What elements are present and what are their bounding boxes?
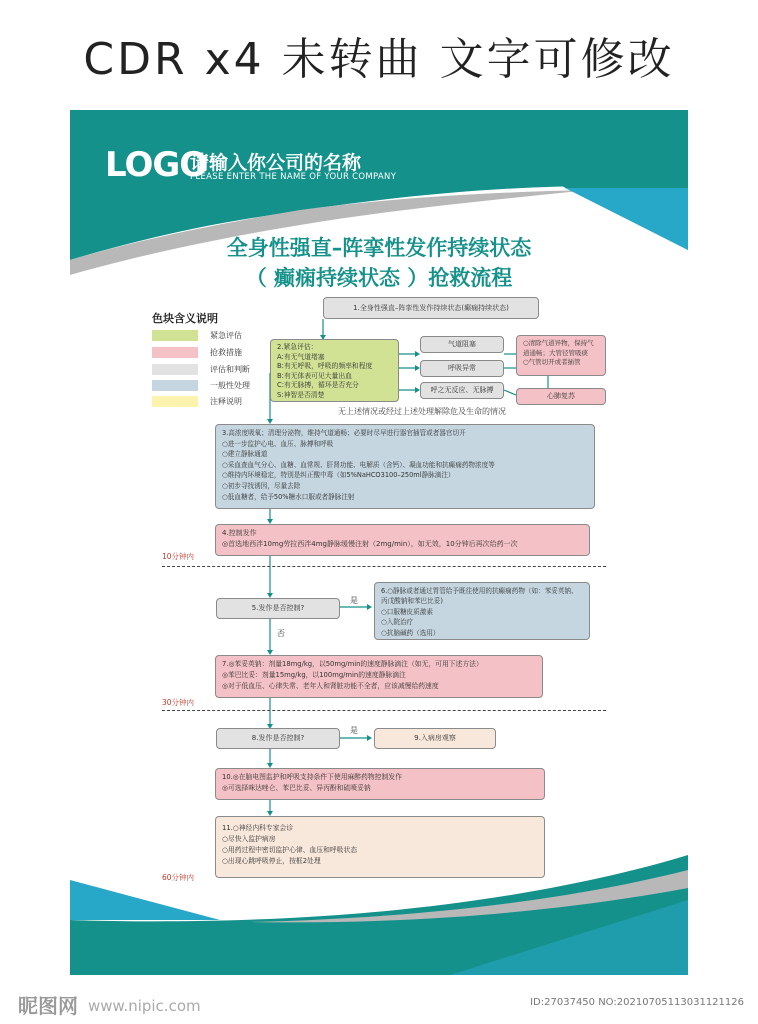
- step1-box: 1.全身性强直–阵挛性发作持续状态(癫痫持续状态): [323, 297, 539, 319]
- divider-10min: [162, 566, 606, 567]
- step11-box: 11.○神经内科专家会诊 ○尽快入监护病房 ○用药过程中密切监护心律、血压和呼吸状态 ○出现心跳呼吸停止，按框2处理: [215, 816, 545, 878]
- eval-airway-box: 气道阻塞: [420, 336, 504, 353]
- step8-box: 8.发作是否控制?: [216, 728, 340, 749]
- step10-box: 10.◎在脑电图监护和呼吸支持条件下使用麻醉药物控制发作 ◎可选择咪达唑仑、苯巴比妥、异丙酚和硫喷妥钠: [215, 768, 545, 800]
- step3-box: 3.高浓度吸氧；清理分泌物，维持气道通畅；必要时尽早进行器官插管或者器官切开 ○进一步监护心电、血压、脉搏和呼吸 ○建立静脉通道 ○采血查血气分心、血糖、血常规、肝肾功能、电解质（含钙）、凝血功能和抗癫痫药物浓度等 ○维持内环境稳定，特别是纠正酸中毒（如5%NaHCO3100–250ml静脉滴注） ○初步寻找诱因，尽量去除 ○低血糖者，给予50%糖水口服或者静脉注射: [215, 424, 595, 509]
- step9-box: 9.入病房观察: [374, 728, 496, 749]
- legend-item: 注释说明: [152, 396, 242, 407]
- legend-swatch: [152, 364, 198, 375]
- yes-label-2: 是: [350, 726, 358, 735]
- cpr-box: 心肺复苏: [516, 388, 606, 405]
- step2-box: 2.紧急评估： A:有无气道堵塞 B:有无呼吸，呼吸的频率和程度 B:有无体表可见大量出血 C:有无脉搏，循环是否充分 S:神智是否清楚: [270, 339, 399, 402]
- company-name: 请输入你公司的名称: [190, 152, 362, 174]
- time-30min: 30分钟内: [162, 698, 195, 707]
- legend-item: 紧急评估: [152, 330, 242, 341]
- title-line1: 全身性强直–阵挛性发作持续状态: [226, 236, 532, 260]
- legend-swatch: [152, 396, 198, 407]
- title-line2: （ 癫痫持续状态 ）抢救流程: [245, 266, 513, 290]
- legend-item: 评估和判断: [152, 364, 250, 375]
- watermark-site: 昵图网: [18, 994, 78, 1018]
- time-60min: 60分钟内: [162, 873, 195, 882]
- legend-item: 抢救措施: [152, 347, 242, 358]
- step6-box: 6.○静脉或者通过胃管给予既往使用的抗癫痫药物（如：苯妥英钠、丙戊酸钠和苯巴比妥) ○口服糖皮质激素 ○入院治疗 ○抗脑碱药（选用）: [374, 582, 590, 640]
- time-10min: 10分钟内: [162, 552, 195, 561]
- legend-swatch: [152, 347, 198, 358]
- airway-action-box: ○清除气道异物，保持气道通畅；大管径管吸痰 ○气管切开或者插管: [516, 335, 606, 376]
- legend-item: 一般性处理: [152, 380, 250, 391]
- company-name-en: PLEASE ENTER THE NAME OF YOUR COMPANY: [190, 172, 397, 182]
- safe-note: 无上述情况或经过上述处理解除危及生命的情况: [338, 407, 506, 416]
- legend-swatch: [152, 380, 198, 391]
- step7-box: 7.◎苯妥英钠：剂量18mg/kg，以50mg/min的速度静脉滴注（如无，可用下述方法） ◎苯巴比妥：剂量15mg/kg，以100mg/min的速度静脉滴注 ◎对于低血压、心律失常、老年人和肾脏功能不全者，应该减慢给药速度: [215, 655, 543, 698]
- legend-title: 色块含义说明: [152, 312, 218, 325]
- header-caption: CDR x4 未转曲 文字可修改: [83, 34, 675, 85]
- step5-box: 5.发作是否控制?: [216, 598, 340, 619]
- yes-label-1: 是: [350, 596, 358, 605]
- divider-30min: [162, 710, 606, 711]
- no-label-1: 否: [277, 629, 285, 638]
- poster: [70, 110, 688, 975]
- eval-breath-box: 呼吸异常: [420, 360, 504, 377]
- legend-swatch: [152, 330, 198, 341]
- watermark-url: www.nipic.com: [88, 997, 201, 1015]
- eval-nopulse-box: 呼之无反应、无脉搏: [420, 382, 504, 399]
- watermark-id: ID:27037450 NO:20210705113031121126: [530, 997, 744, 1008]
- logo: LOGO: [105, 145, 208, 185]
- step4-box: 4.控制发作 ◎首选地西泮10mg劳拉西泮4mg静脉缓慢注射（2mg/min），如无效，10分钟后再次给药一次: [215, 524, 590, 556]
